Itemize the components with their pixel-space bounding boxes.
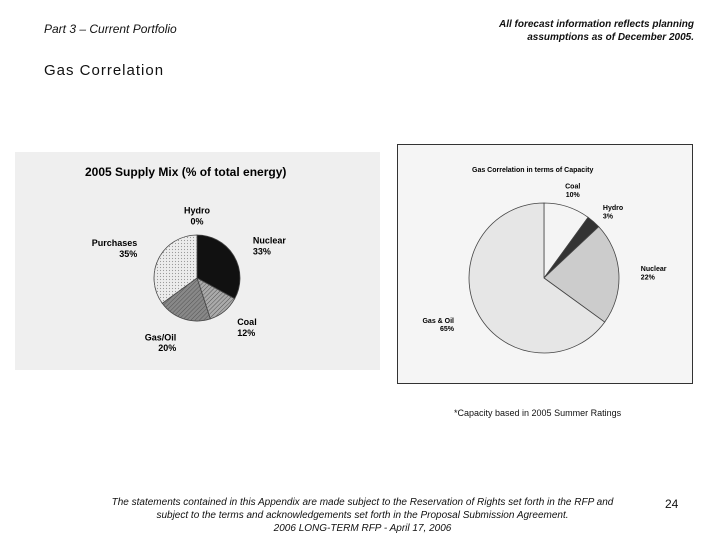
section-title: Part 3 – Current Portfolio	[44, 22, 177, 36]
supply-mix-coal-label: Coal	[237, 317, 257, 328]
capacity-chart-title: Gas Correlation in terms of Capacity	[472, 167, 594, 174]
supply-mix-nuclear-label: Nuclear	[252, 235, 286, 246]
capacity-gas-oil-label: Gas & Oil	[422, 317, 454, 325]
capacity-chart	[398, 145, 692, 383]
supply-mix-gas-oil-value-label: 20%	[158, 343, 177, 354]
capacity-hydro-label: Hydro	[602, 205, 624, 213]
capacity-panel	[397, 144, 693, 384]
footer-line-3: 2006 LONG-TERM RFP - April 17, 2006	[273, 523, 452, 534]
capacity-hydro-value-label: 3%	[602, 213, 614, 221]
capacity-nuclear-label: Nuclear	[640, 265, 667, 273]
capacity-coal-label: Coal	[565, 183, 581, 191]
supply-mix-nuclear-value-label: 33%	[252, 246, 271, 257]
supply-mix-hydro-label: Hydro	[183, 205, 211, 216]
capacity-coal-value-label: 10%	[565, 191, 580, 199]
supply-mix-chart	[15, 152, 380, 370]
footer-line-1: The statements contained in this Appendix are made subject to the Reservation of Rights set forth in the RFP and	[111, 497, 614, 508]
capacity-gas-oil-value-label: 65%	[439, 326, 454, 334]
capacity-footnote: *Capacity based in 2005 Summer Ratings	[454, 408, 622, 418]
legal-footer	[80, 496, 645, 535]
supply-mix-gas-oil-label: Gas/Oil	[144, 332, 177, 343]
supply-mix-hydro-value-label: 0%	[190, 216, 204, 227]
forecast-disclaimer	[434, 18, 694, 44]
page-number: 24	[665, 497, 679, 511]
supply-mix-chart-title: 2005 Supply Mix (% of total energy)	[85, 165, 287, 179]
capacity-nuclear-value-label: 22%	[640, 274, 655, 282]
disclaimer-line-1: All forecast information reflects planning	[498, 19, 694, 30]
footer-line-2: subject to the terms and acknowledgements set forth in the Proposal Submission Agreement.	[156, 510, 569, 521]
supply-mix-purchases-value-label: 35%	[119, 249, 138, 259]
supply-mix-panel	[15, 152, 380, 370]
page-title: Gas Correlation	[44, 62, 165, 79]
disclaimer-line-2: assumptions as of December 2005.	[527, 32, 694, 43]
supply-mix-coal-value-label: 12%	[237, 328, 256, 338]
supply-mix-purchases-label: Purchases	[91, 238, 138, 249]
